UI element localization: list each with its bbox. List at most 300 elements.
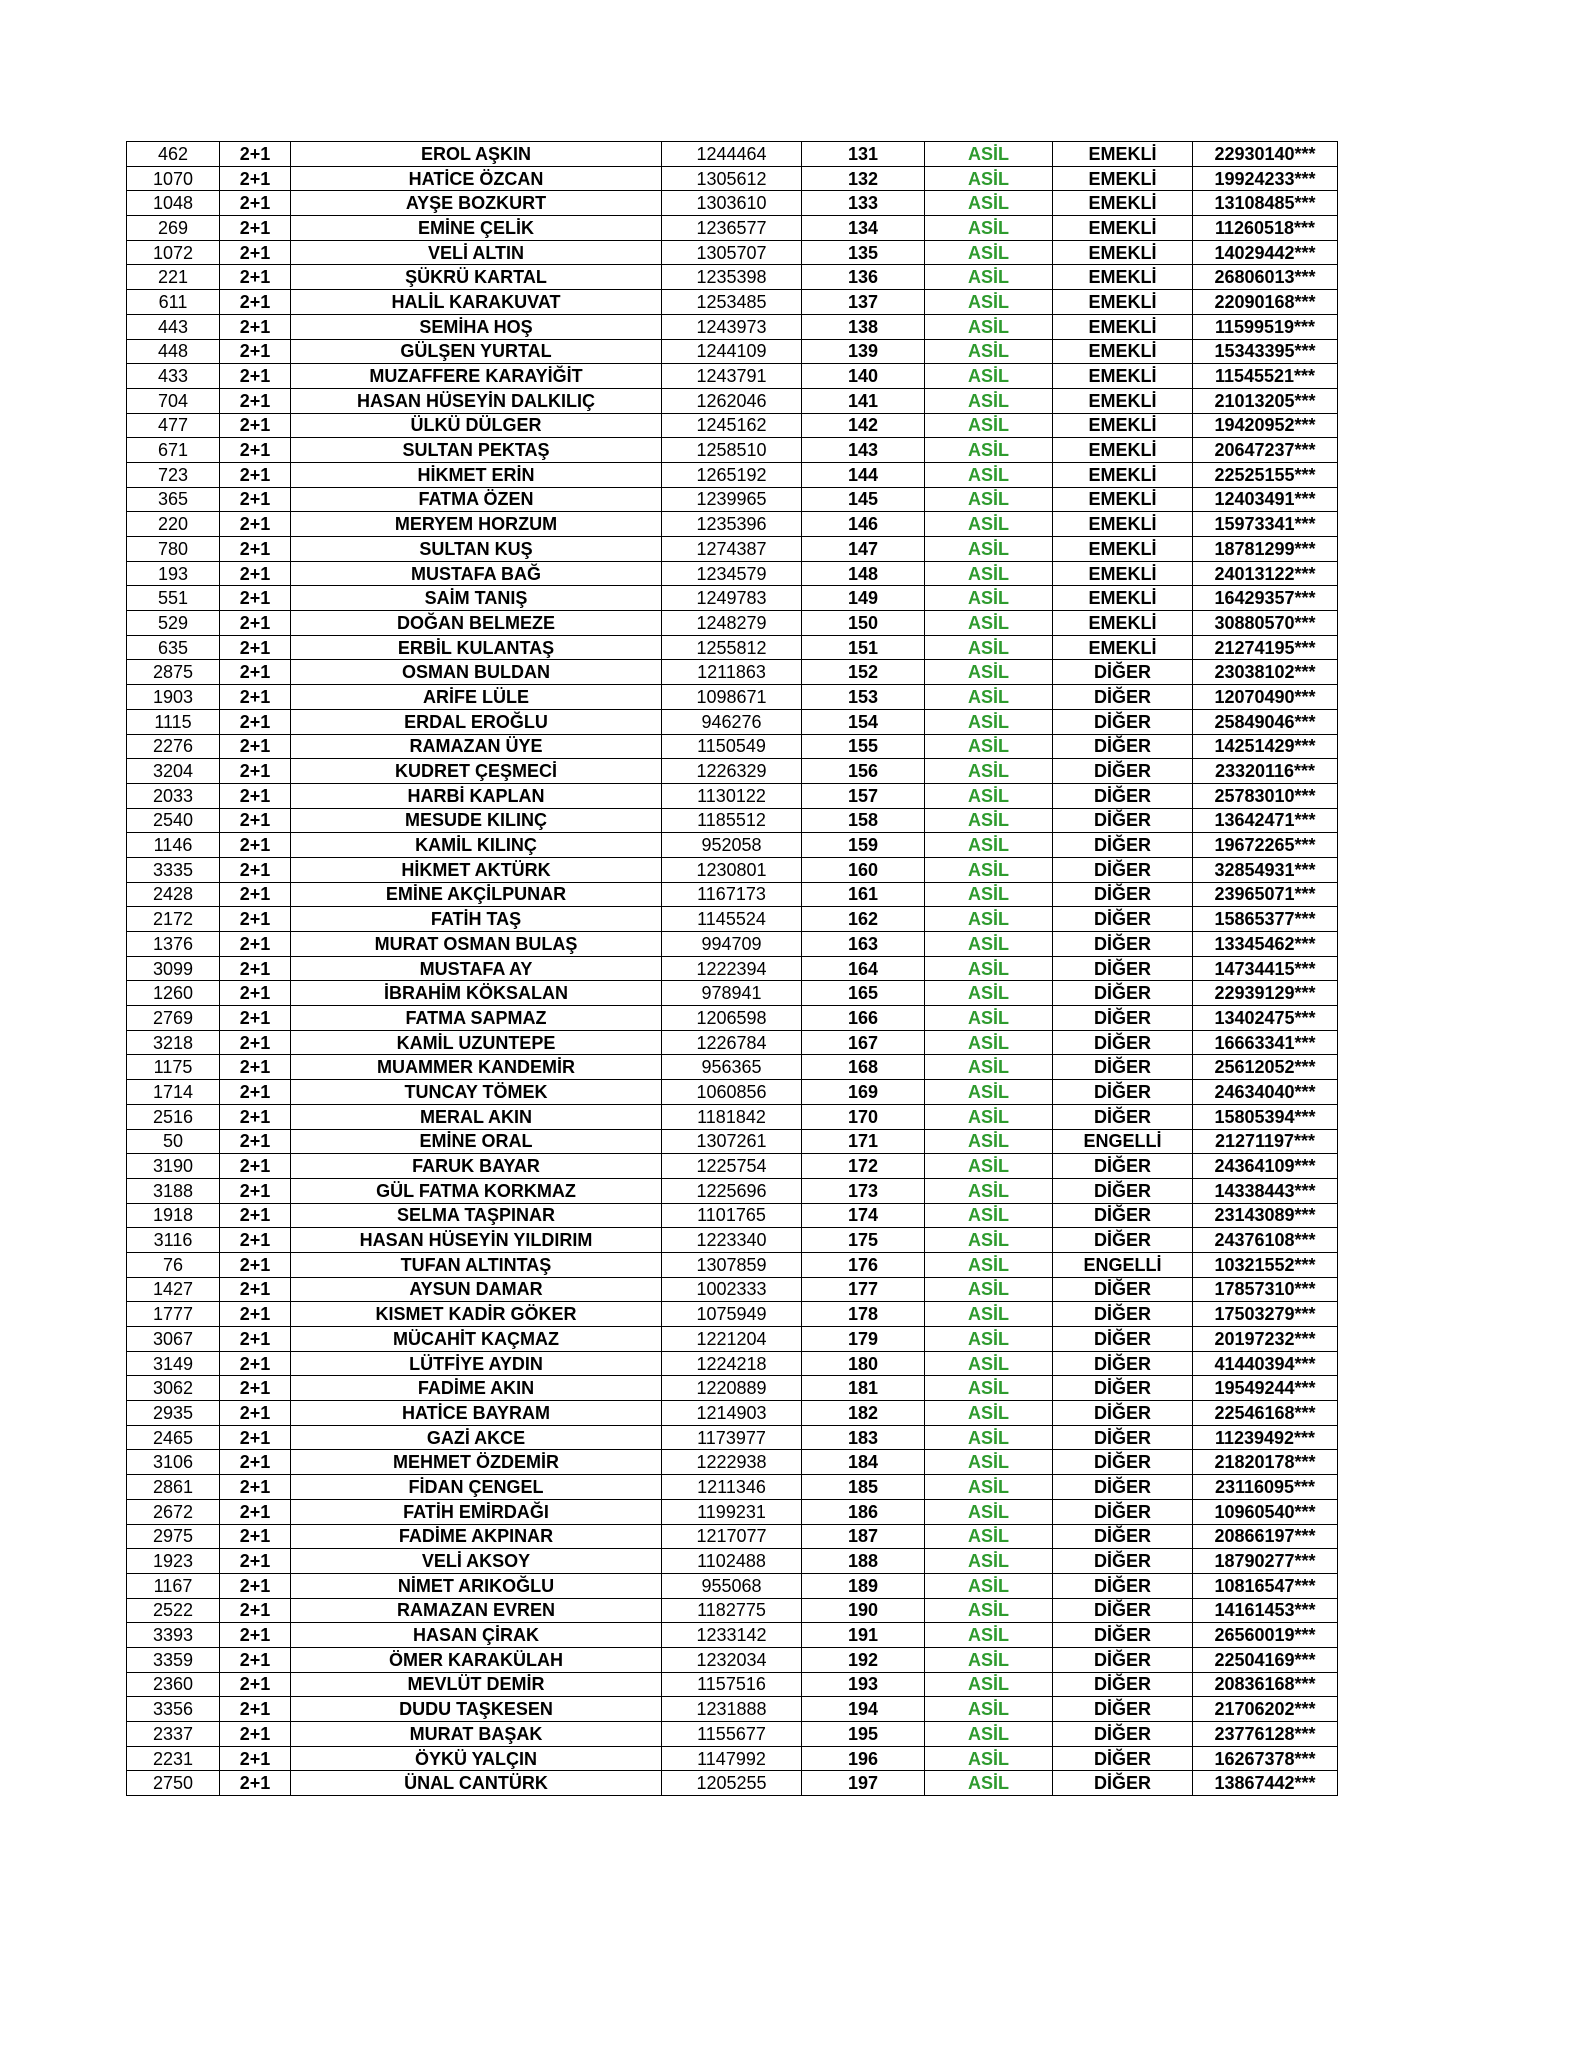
name-cell: ERBİL KULANTAŞ (291, 635, 662, 660)
draw-number-cell: 163 (802, 932, 925, 957)
group-cell: DİĞER (1053, 1450, 1193, 1475)
draw-number-cell: 171 (802, 1129, 925, 1154)
application-number-cell: 1265192 (662, 462, 802, 487)
apartment-type-cell: 2+1 (220, 1401, 291, 1426)
draw-number-cell: 169 (802, 1080, 925, 1105)
status-cell: ASİL (925, 1030, 1053, 1055)
table-row (127, 635, 1338, 660)
name-cell: TUNCAY TÖMEK (291, 1080, 662, 1105)
draw-number-cell: 179 (802, 1327, 925, 1352)
apartment-type-cell: 2+1 (220, 166, 291, 191)
name-cell: DUDU TAŞKESEN (291, 1697, 662, 1722)
status-cell: ASİL (925, 932, 1053, 957)
table-row (127, 413, 1338, 438)
status-cell: ASİL (925, 833, 1053, 858)
id-number-cell: 11599519*** (1193, 314, 1338, 339)
id-number-cell: 22090168*** (1193, 290, 1338, 315)
status-cell: ASİL (925, 586, 1053, 611)
apartment-type-cell: 2+1 (220, 1573, 291, 1598)
status-cell: ASİL (925, 1623, 1053, 1648)
status-cell: ASİL (925, 438, 1053, 463)
apartment-type-cell: 2+1 (220, 462, 291, 487)
table-body (127, 142, 1338, 1796)
name-cell: KUDRET ÇEŞMECİ (291, 759, 662, 784)
id-number-cell: 21274195*** (1193, 635, 1338, 660)
row-number-cell: 462 (127, 142, 220, 167)
name-cell: GÜLŞEN YURTAL (291, 339, 662, 364)
id-number-cell: 14029442*** (1193, 240, 1338, 265)
apartment-type-cell: 2+1 (220, 364, 291, 389)
row-number-cell: 671 (127, 438, 220, 463)
id-number-cell: 24364109*** (1193, 1154, 1338, 1179)
name-cell: KAMİL UZUNTEPE (291, 1030, 662, 1055)
apartment-type-cell: 2+1 (220, 1351, 291, 1376)
apartment-type-cell: 2+1 (220, 1771, 291, 1796)
row-number-cell: 269 (127, 216, 220, 241)
status-cell: ASİL (925, 956, 1053, 981)
application-number-cell: 1206598 (662, 1006, 802, 1031)
apartment-type-cell: 2+1 (220, 1203, 291, 1228)
draw-number-cell: 168 (802, 1055, 925, 1080)
row-number-cell: 635 (127, 635, 220, 660)
draw-number-cell: 180 (802, 1351, 925, 1376)
application-number-cell: 1230801 (662, 857, 802, 882)
id-number-cell: 22939129*** (1193, 981, 1338, 1006)
row-number-cell: 704 (127, 388, 220, 413)
application-number-cell: 994709 (662, 932, 802, 957)
apartment-type-cell: 2+1 (220, 660, 291, 685)
status-cell: ASİL (925, 1672, 1053, 1697)
name-cell: SAİM TANIŞ (291, 586, 662, 611)
table-row (127, 537, 1338, 562)
id-number-cell: 14734415*** (1193, 956, 1338, 981)
draw-number-cell: 147 (802, 537, 925, 562)
row-number-cell: 1714 (127, 1080, 220, 1105)
name-cell: RAMAZAN EVREN (291, 1598, 662, 1623)
draw-number-cell: 134 (802, 216, 925, 241)
name-cell: HALİL KARAKUVAT (291, 290, 662, 315)
name-cell: SULTAN PEKTAŞ (291, 438, 662, 463)
draw-number-cell: 160 (802, 857, 925, 882)
id-number-cell: 10960540*** (1193, 1499, 1338, 1524)
name-cell: EMİNE ÇELİK (291, 216, 662, 241)
row-number-cell: 2516 (127, 1104, 220, 1129)
table-row (127, 1104, 1338, 1129)
id-number-cell: 22546168*** (1193, 1401, 1338, 1426)
id-number-cell: 22504169*** (1193, 1647, 1338, 1672)
table-row (127, 1129, 1338, 1154)
table-row (127, 240, 1338, 265)
group-cell: DİĞER (1053, 1524, 1193, 1549)
group-cell: DİĞER (1053, 1376, 1193, 1401)
apartment-type-cell: 2+1 (220, 1623, 291, 1648)
group-cell: DİĞER (1053, 1228, 1193, 1253)
table-row (127, 1647, 1338, 1672)
application-number-cell: 955068 (662, 1573, 802, 1598)
group-cell: DİĞER (1053, 1401, 1193, 1426)
name-cell: FATMA SAPMAZ (291, 1006, 662, 1031)
draw-number-cell: 131 (802, 142, 925, 167)
table-row (127, 981, 1338, 1006)
status-cell: ASİL (925, 1228, 1053, 1253)
status-cell: ASİL (925, 1104, 1053, 1129)
application-number-cell: 1101765 (662, 1203, 802, 1228)
id-number-cell: 15865377*** (1193, 907, 1338, 932)
draw-number-cell: 137 (802, 290, 925, 315)
application-number-cell: 1222938 (662, 1450, 802, 1475)
application-number-cell: 1217077 (662, 1524, 802, 1549)
name-cell: MUZAFFERE KARAYİĞİT (291, 364, 662, 389)
name-cell: SELMA TAŞPINAR (291, 1203, 662, 1228)
draw-number-cell: 193 (802, 1672, 925, 1697)
group-cell: DİĞER (1053, 1722, 1193, 1747)
draw-number-cell: 139 (802, 339, 925, 364)
group-cell: EMEKLİ (1053, 561, 1193, 586)
apartment-type-cell: 2+1 (220, 142, 291, 167)
name-cell: FADİME AKPINAR (291, 1524, 662, 1549)
status-cell: ASİL (925, 413, 1053, 438)
name-cell: GÜL FATMA KORKMAZ (291, 1178, 662, 1203)
id-number-cell: 14161453*** (1193, 1598, 1338, 1623)
status-cell: ASİL (925, 660, 1053, 685)
application-number-cell: 1258510 (662, 438, 802, 463)
group-cell: DİĞER (1053, 1499, 1193, 1524)
application-number-cell: 1234579 (662, 561, 802, 586)
name-cell: MERAL AKIN (291, 1104, 662, 1129)
table-row (127, 1697, 1338, 1722)
table-row (127, 1277, 1338, 1302)
name-cell: EMİNE ORAL (291, 1129, 662, 1154)
apartment-type-cell: 2+1 (220, 783, 291, 808)
row-number-cell: 3106 (127, 1450, 220, 1475)
draw-number-cell: 173 (802, 1178, 925, 1203)
row-number-cell: 1167 (127, 1573, 220, 1598)
group-cell: DİĞER (1053, 783, 1193, 808)
table-row (127, 586, 1338, 611)
apartment-type-cell: 2+1 (220, 833, 291, 858)
group-cell: DİĞER (1053, 1277, 1193, 1302)
name-cell: MUSTAFA AY (291, 956, 662, 981)
row-number-cell: 1070 (127, 166, 220, 191)
status-cell: ASİL (925, 981, 1053, 1006)
status-cell: ASİL (925, 364, 1053, 389)
table-row (127, 1302, 1338, 1327)
draw-number-cell: 170 (802, 1104, 925, 1129)
group-cell: DİĞER (1053, 759, 1193, 784)
row-number-cell: 529 (127, 611, 220, 636)
name-cell: VELİ ALTIN (291, 240, 662, 265)
application-number-cell: 1098671 (662, 685, 802, 710)
name-cell: FATMA ÖZEN (291, 487, 662, 512)
status-cell: ASİL (925, 1080, 1053, 1105)
application-number-cell: 1274387 (662, 537, 802, 562)
table-row (127, 512, 1338, 537)
id-number-cell: 20197232*** (1193, 1327, 1338, 1352)
table-row (127, 1549, 1338, 1574)
status-cell: ASİL (925, 1302, 1053, 1327)
draw-number-cell: 159 (802, 833, 925, 858)
id-number-cell: 19549244*** (1193, 1376, 1338, 1401)
draw-number-cell: 174 (802, 1203, 925, 1228)
status-cell: ASİL (925, 1327, 1053, 1352)
draw-number-cell: 153 (802, 685, 925, 710)
apartment-type-cell: 2+1 (220, 216, 291, 241)
table-row (127, 1006, 1338, 1031)
table-row (127, 857, 1338, 882)
table-row (127, 1178, 1338, 1203)
table-row (127, 685, 1338, 710)
group-cell: DİĞER (1053, 734, 1193, 759)
table-row (127, 314, 1338, 339)
row-number-cell: 2428 (127, 882, 220, 907)
application-number-cell: 1303610 (662, 191, 802, 216)
row-number-cell: 3188 (127, 1178, 220, 1203)
apartment-type-cell: 2+1 (220, 1302, 291, 1327)
name-cell: RAMAZAN ÜYE (291, 734, 662, 759)
group-cell: DİĞER (1053, 956, 1193, 981)
id-number-cell: 17503279*** (1193, 1302, 1338, 1327)
application-number-cell: 952058 (662, 833, 802, 858)
row-number-cell: 1923 (127, 1549, 220, 1574)
name-cell: FATİH TAŞ (291, 907, 662, 932)
name-cell: EMİNE AKÇİLPUNAR (291, 882, 662, 907)
name-cell: FİDAN ÇENGEL (291, 1475, 662, 1500)
name-cell: MESUDE KILINÇ (291, 808, 662, 833)
name-cell: HİKMET ERİN (291, 462, 662, 487)
name-cell: HASAN ÇİRAK (291, 1623, 662, 1648)
group-cell: DİĞER (1053, 1672, 1193, 1697)
application-number-cell: 1214903 (662, 1401, 802, 1426)
apartment-type-cell: 2+1 (220, 1697, 291, 1722)
table-row (127, 339, 1338, 364)
status-cell: ASİL (925, 1475, 1053, 1500)
status-cell: ASİL (925, 1598, 1053, 1623)
table-row (127, 1475, 1338, 1500)
group-cell: DİĞER (1053, 1055, 1193, 1080)
id-number-cell: 23965071*** (1193, 882, 1338, 907)
apartment-type-cell: 2+1 (220, 1080, 291, 1105)
status-cell: ASİL (925, 1351, 1053, 1376)
draw-number-cell: 132 (802, 166, 925, 191)
draw-number-cell: 177 (802, 1277, 925, 1302)
row-number-cell: 3062 (127, 1376, 220, 1401)
row-number-cell: 1376 (127, 932, 220, 957)
table-row (127, 1672, 1338, 1697)
status-cell: ASİL (925, 1055, 1053, 1080)
row-number-cell: 2172 (127, 907, 220, 932)
row-number-cell: 2522 (127, 1598, 220, 1623)
draw-number-cell: 189 (802, 1573, 925, 1598)
apartment-type-cell: 2+1 (220, 290, 291, 315)
status-cell: ASİL (925, 907, 1053, 932)
row-number-cell: 50 (127, 1129, 220, 1154)
apartment-type-cell: 2+1 (220, 1746, 291, 1771)
group-cell: EMEKLİ (1053, 142, 1193, 167)
name-cell: MERYEM HORZUM (291, 512, 662, 537)
row-number-cell: 1175 (127, 1055, 220, 1080)
group-cell: DİĞER (1053, 1647, 1193, 1672)
draw-number-cell: 197 (802, 1771, 925, 1796)
table-row (127, 1746, 1338, 1771)
row-number-cell: 1903 (127, 685, 220, 710)
application-number-cell: 1235398 (662, 265, 802, 290)
apartment-type-cell: 2+1 (220, 635, 291, 660)
application-number-cell: 946276 (662, 709, 802, 734)
application-number-cell: 1249783 (662, 586, 802, 611)
name-cell: HATİCE ÖZCAN (291, 166, 662, 191)
group-cell: EMEKLİ (1053, 166, 1193, 191)
group-cell: EMEKLİ (1053, 265, 1193, 290)
name-cell: ŞÜKRÜ KARTAL (291, 265, 662, 290)
row-number-cell: 2935 (127, 1401, 220, 1426)
row-number-cell: 1115 (127, 709, 220, 734)
status-cell: ASİL (925, 1697, 1053, 1722)
name-cell: ARİFE LÜLE (291, 685, 662, 710)
id-number-cell: 25783010*** (1193, 783, 1338, 808)
application-number-cell: 1181842 (662, 1104, 802, 1129)
application-number-cell: 1248279 (662, 611, 802, 636)
id-number-cell: 13642471*** (1193, 808, 1338, 833)
table-row (127, 388, 1338, 413)
draw-number-cell: 152 (802, 660, 925, 685)
status-cell: ASİL (925, 537, 1053, 562)
row-number-cell: 3393 (127, 1623, 220, 1648)
application-number-cell: 1205255 (662, 1771, 802, 1796)
apartment-type-cell: 2+1 (220, 1549, 291, 1574)
row-number-cell: 3218 (127, 1030, 220, 1055)
id-number-cell: 12403491*** (1193, 487, 1338, 512)
status-cell: ASİL (925, 1499, 1053, 1524)
apartment-type-cell: 2+1 (220, 611, 291, 636)
draw-number-cell: 156 (802, 759, 925, 784)
table-row (127, 1252, 1338, 1277)
id-number-cell: 20866197*** (1193, 1524, 1338, 1549)
id-number-cell: 24376108*** (1193, 1228, 1338, 1253)
status-cell: ASİL (925, 240, 1053, 265)
status-cell: ASİL (925, 265, 1053, 290)
id-number-cell: 14251429*** (1193, 734, 1338, 759)
apartment-type-cell: 2+1 (220, 1055, 291, 1080)
draw-number-cell: 136 (802, 265, 925, 290)
row-number-cell: 2276 (127, 734, 220, 759)
table-row (127, 1573, 1338, 1598)
name-cell: FARUK BAYAR (291, 1154, 662, 1179)
table-row (127, 1351, 1338, 1376)
name-cell: AYŞE BOZKURT (291, 191, 662, 216)
table-row (127, 364, 1338, 389)
group-cell: DİĞER (1053, 1475, 1193, 1500)
application-number-cell: 1239965 (662, 487, 802, 512)
row-number-cell: 433 (127, 364, 220, 389)
group-cell: EMEKLİ (1053, 290, 1193, 315)
application-number-cell: 1307859 (662, 1252, 802, 1277)
table-row (127, 1055, 1338, 1080)
application-number-cell: 1157516 (662, 1672, 802, 1697)
status-cell: ASİL (925, 759, 1053, 784)
table-row (127, 1080, 1338, 1105)
application-number-cell: 1167173 (662, 882, 802, 907)
status-cell: ASİL (925, 709, 1053, 734)
table-row (127, 290, 1338, 315)
group-cell: EMEKLİ (1053, 314, 1193, 339)
apartment-type-cell: 2+1 (220, 1450, 291, 1475)
draw-number-cell: 176 (802, 1252, 925, 1277)
row-number-cell: 220 (127, 512, 220, 537)
group-cell: DİĞER (1053, 1697, 1193, 1722)
group-cell: EMEKLİ (1053, 586, 1193, 611)
id-number-cell: 13867442*** (1193, 1771, 1338, 1796)
draw-number-cell: 195 (802, 1722, 925, 1747)
table-row (127, 1203, 1338, 1228)
id-number-cell: 25849046*** (1193, 709, 1338, 734)
status-cell: ASİL (925, 1771, 1053, 1796)
name-cell: MEHMET ÖZDEMİR (291, 1450, 662, 1475)
status-cell: ASİL (925, 1376, 1053, 1401)
row-number-cell: 2875 (127, 660, 220, 685)
id-number-cell: 16429357*** (1193, 586, 1338, 611)
status-cell: ASİL (925, 462, 1053, 487)
name-cell: MURAT OSMAN BULAŞ (291, 932, 662, 957)
table-row (127, 462, 1338, 487)
group-cell: DİĞER (1053, 1203, 1193, 1228)
table-row (127, 487, 1338, 512)
table-row (127, 759, 1338, 784)
apartment-type-cell: 2+1 (220, 956, 291, 981)
id-number-cell: 13108485*** (1193, 191, 1338, 216)
row-number-cell: 2465 (127, 1425, 220, 1450)
id-number-cell: 14338443*** (1193, 1178, 1338, 1203)
row-number-cell: 477 (127, 413, 220, 438)
status-cell: ASİL (925, 487, 1053, 512)
application-number-cell: 978941 (662, 981, 802, 1006)
application-number-cell: 956365 (662, 1055, 802, 1080)
apartment-type-cell: 2+1 (220, 1104, 291, 1129)
table-row (127, 1030, 1338, 1055)
apartment-type-cell: 2+1 (220, 537, 291, 562)
application-number-cell: 1253485 (662, 290, 802, 315)
status-cell: ASİL (925, 1252, 1053, 1277)
row-number-cell: 76 (127, 1252, 220, 1277)
application-number-cell: 1236577 (662, 216, 802, 241)
row-number-cell: 448 (127, 339, 220, 364)
draw-number-cell: 196 (802, 1746, 925, 1771)
draw-number-cell: 138 (802, 314, 925, 339)
id-number-cell: 10816547*** (1193, 1573, 1338, 1598)
id-number-cell: 23320116*** (1193, 759, 1338, 784)
draw-number-cell: 167 (802, 1030, 925, 1055)
group-cell: DİĞER (1053, 1154, 1193, 1179)
group-cell: EMEKLİ (1053, 487, 1193, 512)
row-number-cell: 3149 (127, 1351, 220, 1376)
application-number-cell: 1221204 (662, 1327, 802, 1352)
group-cell: EMEKLİ (1053, 413, 1193, 438)
row-number-cell: 2750 (127, 1771, 220, 1796)
id-number-cell: 32854931*** (1193, 857, 1338, 882)
row-number-cell: 2861 (127, 1475, 220, 1500)
application-number-cell: 1211863 (662, 660, 802, 685)
application-number-cell: 1244109 (662, 339, 802, 364)
apartment-type-cell: 2+1 (220, 1277, 291, 1302)
apartment-type-cell: 2+1 (220, 1154, 291, 1179)
apartment-type-cell: 2+1 (220, 586, 291, 611)
name-cell: GAZİ AKCE (291, 1425, 662, 1450)
row-number-cell: 2033 (127, 783, 220, 808)
table-row (127, 833, 1338, 858)
group-cell: DİĞER (1053, 981, 1193, 1006)
row-number-cell: 3116 (127, 1228, 220, 1253)
apartment-type-cell: 2+1 (220, 1524, 291, 1549)
application-number-cell: 1220889 (662, 1376, 802, 1401)
